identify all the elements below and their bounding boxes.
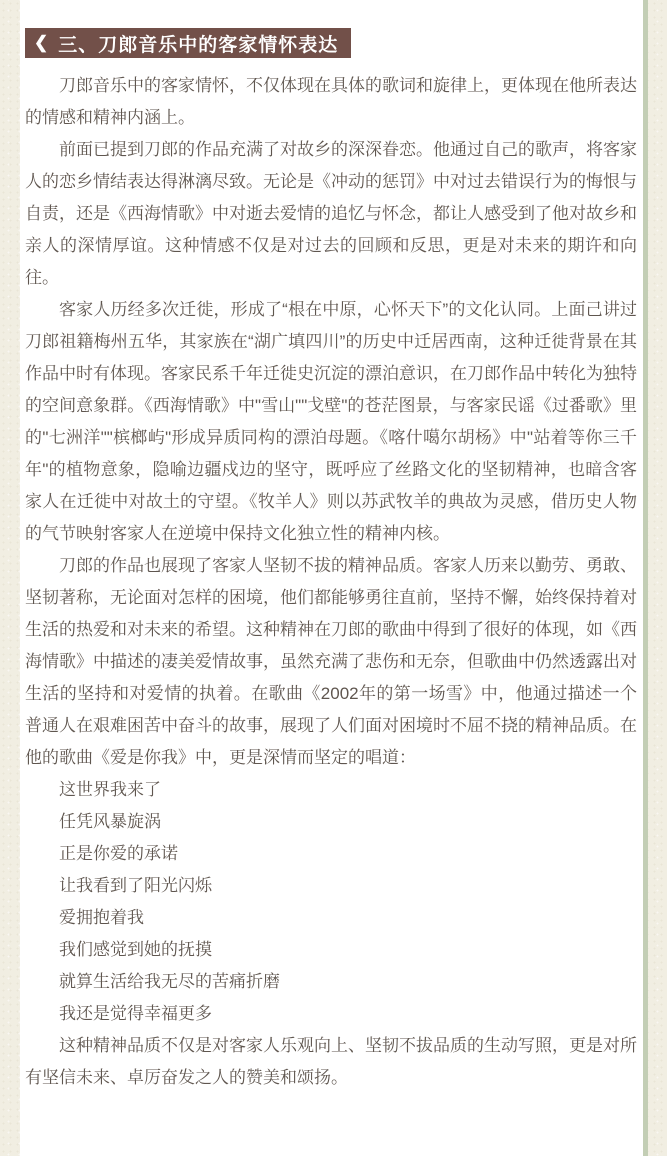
lyric-line: 这世界我来了 <box>59 780 161 799</box>
section-title: 三、刀郎音乐中的客家情怀表达 <box>58 34 339 56</box>
lyric-line: 就算生活给我无尽的苦痛折磨 <box>59 972 280 991</box>
paragraph-migration: 客家人历经多次迁徙，形成了“根在中原，心怀天下”的文化认同。上面己讲过刀郎祖籍梅州五华，其家族在“湖广填四川”的历史中迁居西南，这种迁徙背景在其作品中时有体现。客家民系千年迁徙史沉淀的漂泊意识，在刀郎作品中转化为独特的空间意象群。《西海情歌》中"雪山""戈壁"的苍茫图景，与客家民谣《过番歌》里的"七洲洋""槟榔屿"形成异质同构的漂泊母题。《喀什噶尔胡杨》中"站着等你三千年"的植物意象，隐喻边疆戍边的坚守，既呼应了丝路文化的坚韧精神，也暗含客家人在迁徙中对故土的守望。《牧羊人》则以苏武牧羊的典故为灵感，借历史人物的气节映射客家人在逆境中保持文化独立性的精神内核。 <box>25 300 637 543</box>
lyric-line: 正是你爱的承诺 <box>59 844 178 863</box>
lyric-line: 让我看到了阳光闪烁 <box>59 876 212 895</box>
article-body <box>25 70 637 1094</box>
paragraph-closing: 这种精神品质不仅是对客家人乐观向上、坚韧不拔品质的生动写照，更是对所有坚信未来、卓厉奋发之人的赞美和颂扬。 <box>25 1036 637 1087</box>
lyric-line: 我们感觉到她的抚摸 <box>59 940 212 959</box>
lyric-line: 我还是觉得幸福更多 <box>59 1004 212 1023</box>
paragraph-intro: 刀郎音乐中的客家情怀，不仅体现在具体的歌词和旋律上，更体现在他所表达的情感和精神内涵上。 <box>25 76 637 127</box>
back-chevron-icon[interactable]: ❮ <box>34 32 50 52</box>
content-area <box>20 0 643 1156</box>
right-accent-strip <box>643 0 648 1156</box>
paragraph-nostalgia: 前面已提到刀郎的作品充满了对故乡的深深眷恋。他通过自己的歌声，将客家人的恋乡情结表达得淋漓尽致。无论是《冲动的惩罚》中对过去错误行为的悔恨与自责，还是《西海情歌》中对逝去爱情的追忆与怀念，都让人感受到了他对故乡和亲人的深情厚谊。这种情感不仅是对过去的回顾和反思，更是对未来的期许和向往。 <box>25 140 637 287</box>
section-header[interactable] <box>25 28 351 58</box>
lyric-line: 任凭风暴旋涡 <box>59 812 161 831</box>
paragraph-perseverance: 刀郎的作品也展现了客家人坚韧不拔的精神品质。客家人历来以勤劳、勇敢、坚韧著称，无论面对怎样的困境，他们都能够勇往直前，坚持不懈，始终保持着对生活的热爱和对未来的希望。这种精神在刀郎的歌曲中得到了很好的体现，如《西海情歌》中描述的凄美爱情故事，虽然充满了悲伤和无奈，但歌曲中仍然透露出对生活的坚持和对爱情的执着。在歌曲《2002年的第一场雪》中，他通过描述一个普通人在艰难困苦中奋斗的故事，展现了人们面对困境时不屈不挠的精神品质。在他的歌曲《爱是你我》中，更是深情而坚定的唱道： <box>25 556 637 767</box>
lyrics-block <box>25 774 637 1030</box>
lyric-line: 爱拥抱着我 <box>59 908 144 927</box>
